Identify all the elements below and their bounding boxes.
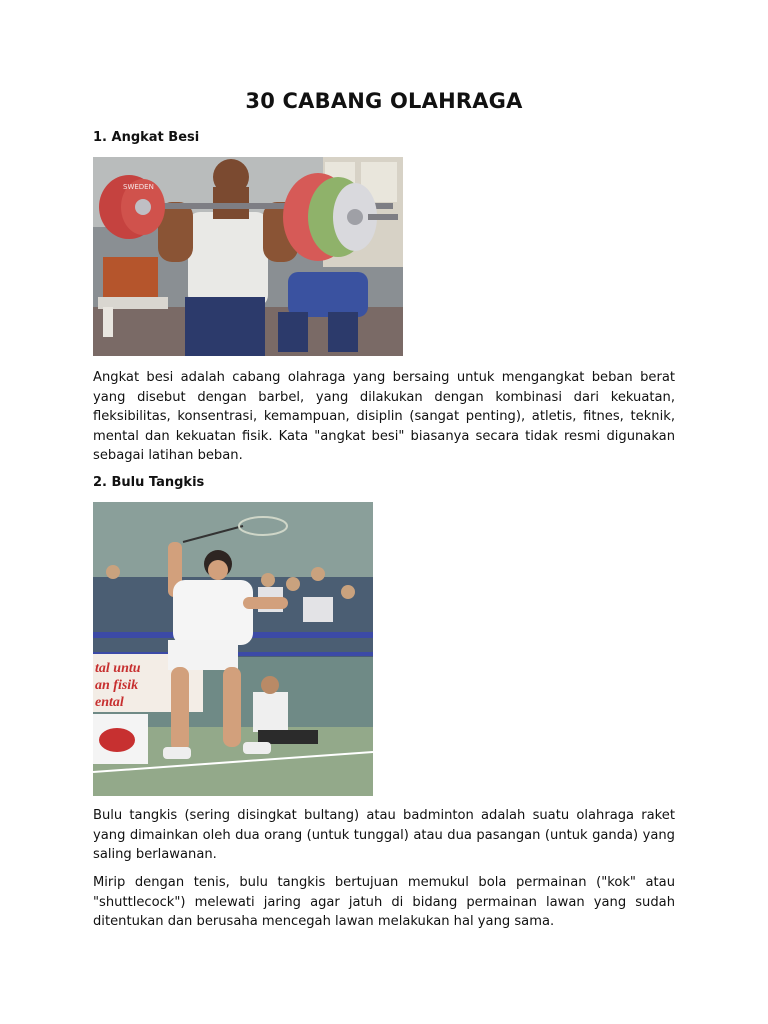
weightlifting-photo: [93, 157, 403, 356]
paragraph-bulu-tangkis-1: Bulu tangkis (sering disingkat bultang) atau badminton adalah suatu olahraga raket yang dimainkan oleh dua orang (untuk tunggal) atau dua pasangan (untuk ganda) yang saling berlawanan.: [93, 808, 675, 862]
section-heading-bulu-tangkis: 2. Bulu Tangkis: [93, 475, 205, 490]
badminton-photo: [93, 502, 373, 796]
plate-label: SWEDEN: [123, 183, 154, 191]
banner-line-3: ental: [95, 695, 124, 710]
banner-line-1: tal untu: [95, 661, 141, 676]
paragraph-bulu-tangkis-2: Mirip dengan tenis, bulu tangkis bertujuan memukul bola permainan ("kok" atau "shuttlecock") melewati jaring agar jatuh di bidang permainan lawan yang sudah ditentukan dan berusaha mencegah lawan melakukan hal yang sama.: [93, 875, 675, 929]
section-heading-angkat-besi: 1. Angkat Besi: [93, 130, 200, 145]
paragraph-angkat-besi: Angkat besi adalah cabang olahraga yang bersaing untuk mengangkat beban berat yang disebut dengan barbel, yang dilakukan dengan kombinasi dari kekuatan, fleksibilitas, konsentrasi, kemampuan, disiplin (sangat penting), atletis, fitnes, teknik, mental dan kekuatan fisik. Kata "angkat besi" biasanya secara tidak resmi digunakan sebagai latihan beban.: [93, 370, 675, 463]
banner-line-2: an fisik: [95, 678, 139, 693]
page-title: 30 CABANG OLAHRAGA: [245, 89, 523, 113]
